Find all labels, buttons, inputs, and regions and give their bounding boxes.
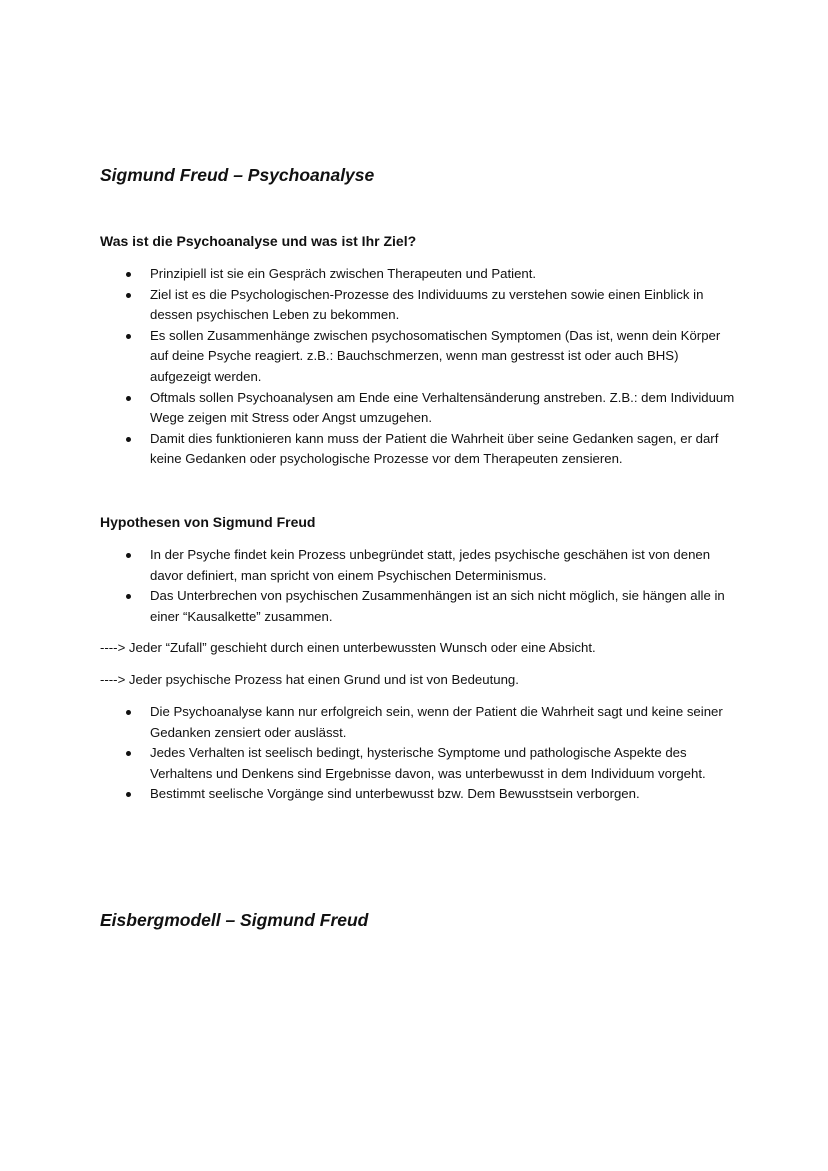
arrow-note: ----> Jeder “Zufall” geschieht durch einen unterbewussten Wunsch oder eine Absicht. xyxy=(100,640,596,655)
section-heading-hypotheses: Hypothesen von Sigmund Freud xyxy=(100,514,316,530)
hypotheses-bullet-list-b xyxy=(100,702,740,805)
list-item: In der Psyche findet kein Prozess unbegründet statt, jedes psychische geschähen ist von denen davor definiert, man spricht von einem Psychischen Determinismus. xyxy=(100,545,740,586)
hypotheses-bullet-list-a xyxy=(100,545,740,627)
list-item: Prinzipiell ist sie ein Gespräch zwischen Therapeuten und Patient. xyxy=(100,264,740,285)
arrow-note: ----> Jeder psychische Prozess hat einen Grund und ist von Bedeutung. xyxy=(100,672,519,687)
goal-bullet-list xyxy=(100,264,740,470)
list-item: Bestimmt seelische Vorgänge sind unterbewusst bzw. Dem Bewusstsein verborgen. xyxy=(100,784,740,805)
section-title-iceberg: Eisbergmodell – Sigmund Freud xyxy=(100,910,369,930)
list-item: Jedes Verhalten ist seelisch bedingt, hysterische Symptome und pathologische Aspekte des Verhaltens und Denkens sind Ergebnisse davon, was unterbewusst in dem Individuum vorgeht. xyxy=(100,743,740,784)
list-item: Die Psychoanalyse kann nur erfolgreich sein, wenn der Patient die Wahrheit sagt und keine seiner Gedanken zensiert oder auslässt. xyxy=(100,702,740,743)
list-item: Oftmals sollen Psychoanalysen am Ende eine Verhaltensänderung anstreben. Z.B.: dem Individuum Wege zeigen mit Stress oder Angst umzugehen. xyxy=(100,388,740,429)
document-title: Sigmund Freud – Psychoanalyse xyxy=(100,165,375,185)
list-item: Das Unterbrechen von psychischen Zusammenhängen ist an sich nicht möglich, sie hängen alle in einer “Kausalkette” zusammen. xyxy=(100,586,740,627)
section-heading-goal: Was ist die Psychoanalyse und was ist Ihr Ziel? xyxy=(100,233,417,249)
list-item: Damit dies funktionieren kann muss der Patient die Wahrheit über seine Gedanken sagen, er darf keine Gedanken oder psychologische Prozesse vor dem Therapeuten zensieren. xyxy=(100,429,740,470)
list-item: Es sollen Zusammenhänge zwischen psychosomatischen Symptomen (Das ist, wenn dein Körper auf deine Psyche reagiert. z.B.: Bauchschmerzen, wenn man gestresst ist oder auch BHS) aufgezeigt werden. xyxy=(100,326,740,388)
list-item: Ziel ist es die Psychologischen-Prozesse des Individuums zu verstehen sowie einen Einblick in dessen psychischen Leben zu bekommen. xyxy=(100,285,740,326)
